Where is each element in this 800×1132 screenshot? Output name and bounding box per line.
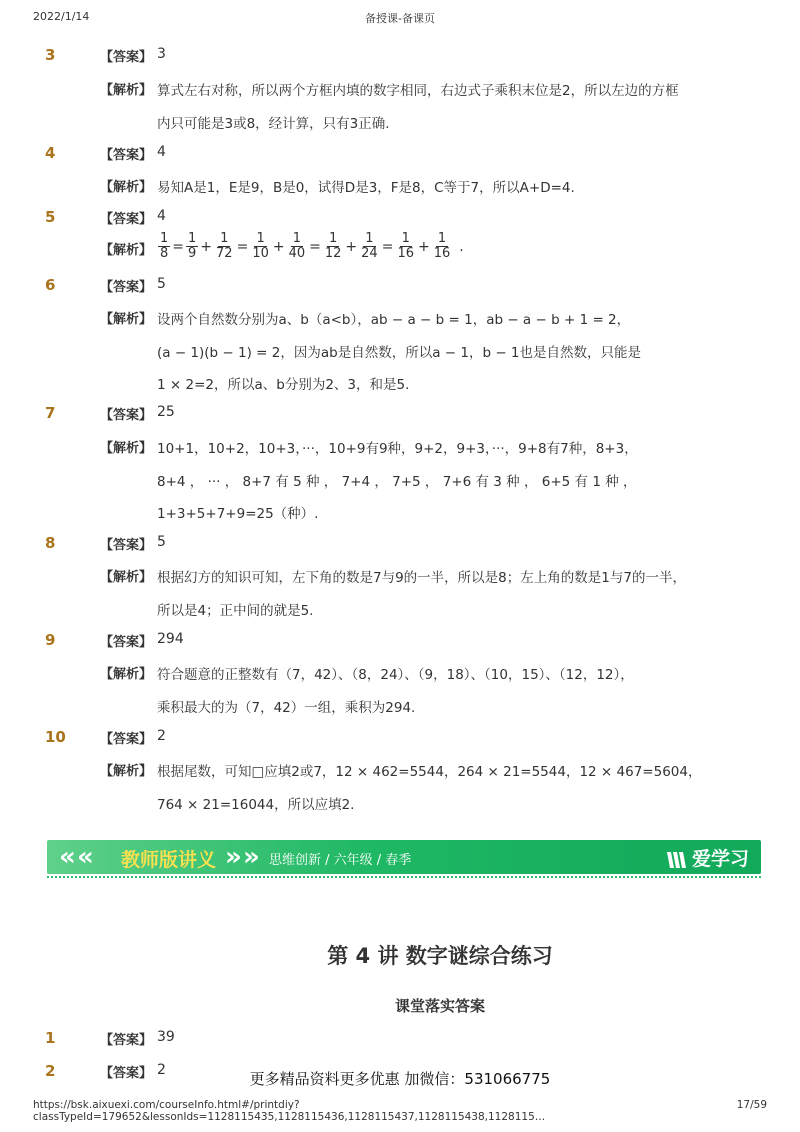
fraction: $\frac{1}{16}$ xyxy=(397,231,414,261)
answer-label: 【答案】 xyxy=(100,50,153,65)
analysis-label: 【解析】 xyxy=(100,570,153,585)
question-number: 7 xyxy=(45,404,56,422)
banner-title: 教师版讲义 xyxy=(121,849,217,871)
print-title: 备授课-备课页 xyxy=(365,12,435,25)
analysis-line: 符合题意的正整数有（7，42）、（8，24）、（9，18）、（10，15）、（12，12）， xyxy=(157,667,634,683)
analysis-label: 【解析】 xyxy=(100,441,153,456)
answer-value: 294 xyxy=(157,631,184,647)
brand-logo-text: 爱学习 xyxy=(691,848,749,870)
analysis-line: 易知A是1，E是9，B是0，试得D是3，F是8，C等于7，所以A+D=4. xyxy=(157,180,575,196)
analysis-line: 8+4 ， ··· ， 8+7 有 5 种 ， 7+4 ， 7+5 ， 7+6 有 3 种 ， 6+5 有 1 种 ， xyxy=(157,474,637,490)
answer-value: 2 xyxy=(157,1062,166,1078)
fraction: $\frac{1}{40}$ xyxy=(288,231,306,261)
analysis-line: 算式左右对称，所以两个方框内填的数字相同，右边式子乘积末位是2，所以左边的方框 xyxy=(157,83,679,99)
fraction-equation: $\frac{1}{8}$ = $\frac{1}{9}$ + $\frac{1}{72}$ = $\frac{1}{10}$ + $\frac{1}{40}$ = $\frac{1}{12}$ + $\frac{1}{24}$ = $\frac{1}{16}$ + $\frac{1}{16}$ . xyxy=(160,231,464,261)
analysis-line: 内只可能是3或8，经计算，只有3正确. xyxy=(157,116,390,132)
double-chevron-right-icon: » xyxy=(225,842,242,872)
answer-label: 【答案】 xyxy=(100,408,153,423)
answer-value: 4 xyxy=(157,208,166,224)
double-chevron-right-icon: » xyxy=(243,842,260,872)
answer-label: 【答案】 xyxy=(100,212,153,227)
analysis-label: 【解析】 xyxy=(100,667,153,682)
answer-value: 4 xyxy=(157,144,166,160)
fraction: $\frac{1}{16}$ xyxy=(433,231,451,261)
answer-label: 【答案】 xyxy=(100,635,153,650)
page-number: 17/59 xyxy=(736,1099,767,1111)
answer-label: 【答案】 xyxy=(100,148,153,163)
answer-value: 5 xyxy=(157,276,166,292)
question-number: 1 xyxy=(45,1029,56,1047)
question-number: 2 xyxy=(45,1062,56,1080)
analysis-line: 根据尾数，可知□应填2或7，12 × 462=5544，264 × 21=5544，12 × 467=5604， xyxy=(157,764,702,780)
fraction: $\frac{1}{8}$ xyxy=(160,231,169,261)
analysis-label: 【解析】 xyxy=(100,83,153,98)
answer-value: 5 xyxy=(157,534,166,550)
banner-subtitle: 思维创新 / 六年级 / 春季 xyxy=(269,853,412,868)
question-number: 6 xyxy=(45,276,56,294)
teacher-edition-banner xyxy=(47,840,761,874)
dotted-divider xyxy=(47,876,761,878)
analysis-line: 1+3+5+7+9=25（种）. xyxy=(157,506,319,522)
section-title: 课堂落实答案 xyxy=(394,997,485,1015)
answer-value: 25 xyxy=(157,404,175,420)
fraction: $\frac{1}{12}$ xyxy=(324,231,342,261)
print-date: 2022/1/14 xyxy=(33,10,90,23)
fraction: $\frac{1}{24}$ xyxy=(361,231,378,261)
answer-value: 2 xyxy=(157,728,166,744)
question-number: 4 xyxy=(45,144,56,162)
double-chevron-left-icon: « xyxy=(59,842,76,872)
answer-label: 【答案】 xyxy=(100,538,153,553)
analysis-label: 【解析】 xyxy=(100,243,153,258)
question-number: 5 xyxy=(45,208,56,226)
lecture-title: 第 4 讲 数字谜综合练习 xyxy=(327,944,553,968)
question-number: 3 xyxy=(45,46,56,64)
analysis-label: 【解析】 xyxy=(100,180,153,195)
promo-text: 更多精品资料更多优惠 加微信：531066775 xyxy=(249,1070,551,1088)
analysis-label: 【解析】 xyxy=(100,764,153,779)
analysis-line: 764 × 21=16044，所以应填2. xyxy=(157,797,355,813)
answer-label: 【答案】 xyxy=(100,280,153,295)
analysis-line: 10+1，10+2，10+3，···，10+9有9种，9+2，9+3，···，9+8有7种，8+3， xyxy=(157,441,638,457)
fraction: $\frac{1}{9}$ xyxy=(188,231,197,261)
brand-mark-icon xyxy=(666,850,688,870)
double-chevron-left-icon: « xyxy=(77,842,94,872)
question-number: 9 xyxy=(45,631,56,649)
analysis-line: 乘积最大的为（7，42）一组，乘积为294. xyxy=(157,700,416,716)
analysis-label: 【解析】 xyxy=(100,312,153,327)
fraction: $\frac{1}{72}$ xyxy=(216,231,233,261)
page-url[interactable]: https://bsk.aixuexi.com/courseInfo.html#/printdiy?classTypeId=179652&lessonIds=1128115435,1128115436,1128115437,1128115438,1128115… xyxy=(33,1099,546,1123)
question-number: 10 xyxy=(45,728,66,746)
analysis-line: 1 × 2=2，所以a、b分别为2、3，和是5. xyxy=(157,377,410,393)
analysis-line: 所以是4；正中间的就是5. xyxy=(157,603,314,619)
analysis-line: 根据幻方的知识可知，左下角的数是7与9的一半，所以是8；左上角的数是1与7的一半， xyxy=(157,570,686,586)
answer-label: 【答案】 xyxy=(100,1033,153,1048)
brand-logo xyxy=(666,844,749,871)
question-number: 8 xyxy=(45,534,56,552)
answer-value: 3 xyxy=(157,46,166,62)
analysis-line: 设两个自然数分别为a、b（a<b），ab − a − b = 1，ab − a − b + 1 = 2， xyxy=(157,312,631,328)
analysis-line: (a − 1)(b − 1) = 2，因为ab是自然数，所以a − 1，b − 1也是自然数，只能是 xyxy=(157,345,642,361)
fraction: $\frac{1}{10}$ xyxy=(252,231,269,261)
answer-label: 【答案】 xyxy=(100,732,153,747)
answer-value: 39 xyxy=(157,1029,175,1045)
answer-label: 【答案】 xyxy=(100,1066,153,1081)
